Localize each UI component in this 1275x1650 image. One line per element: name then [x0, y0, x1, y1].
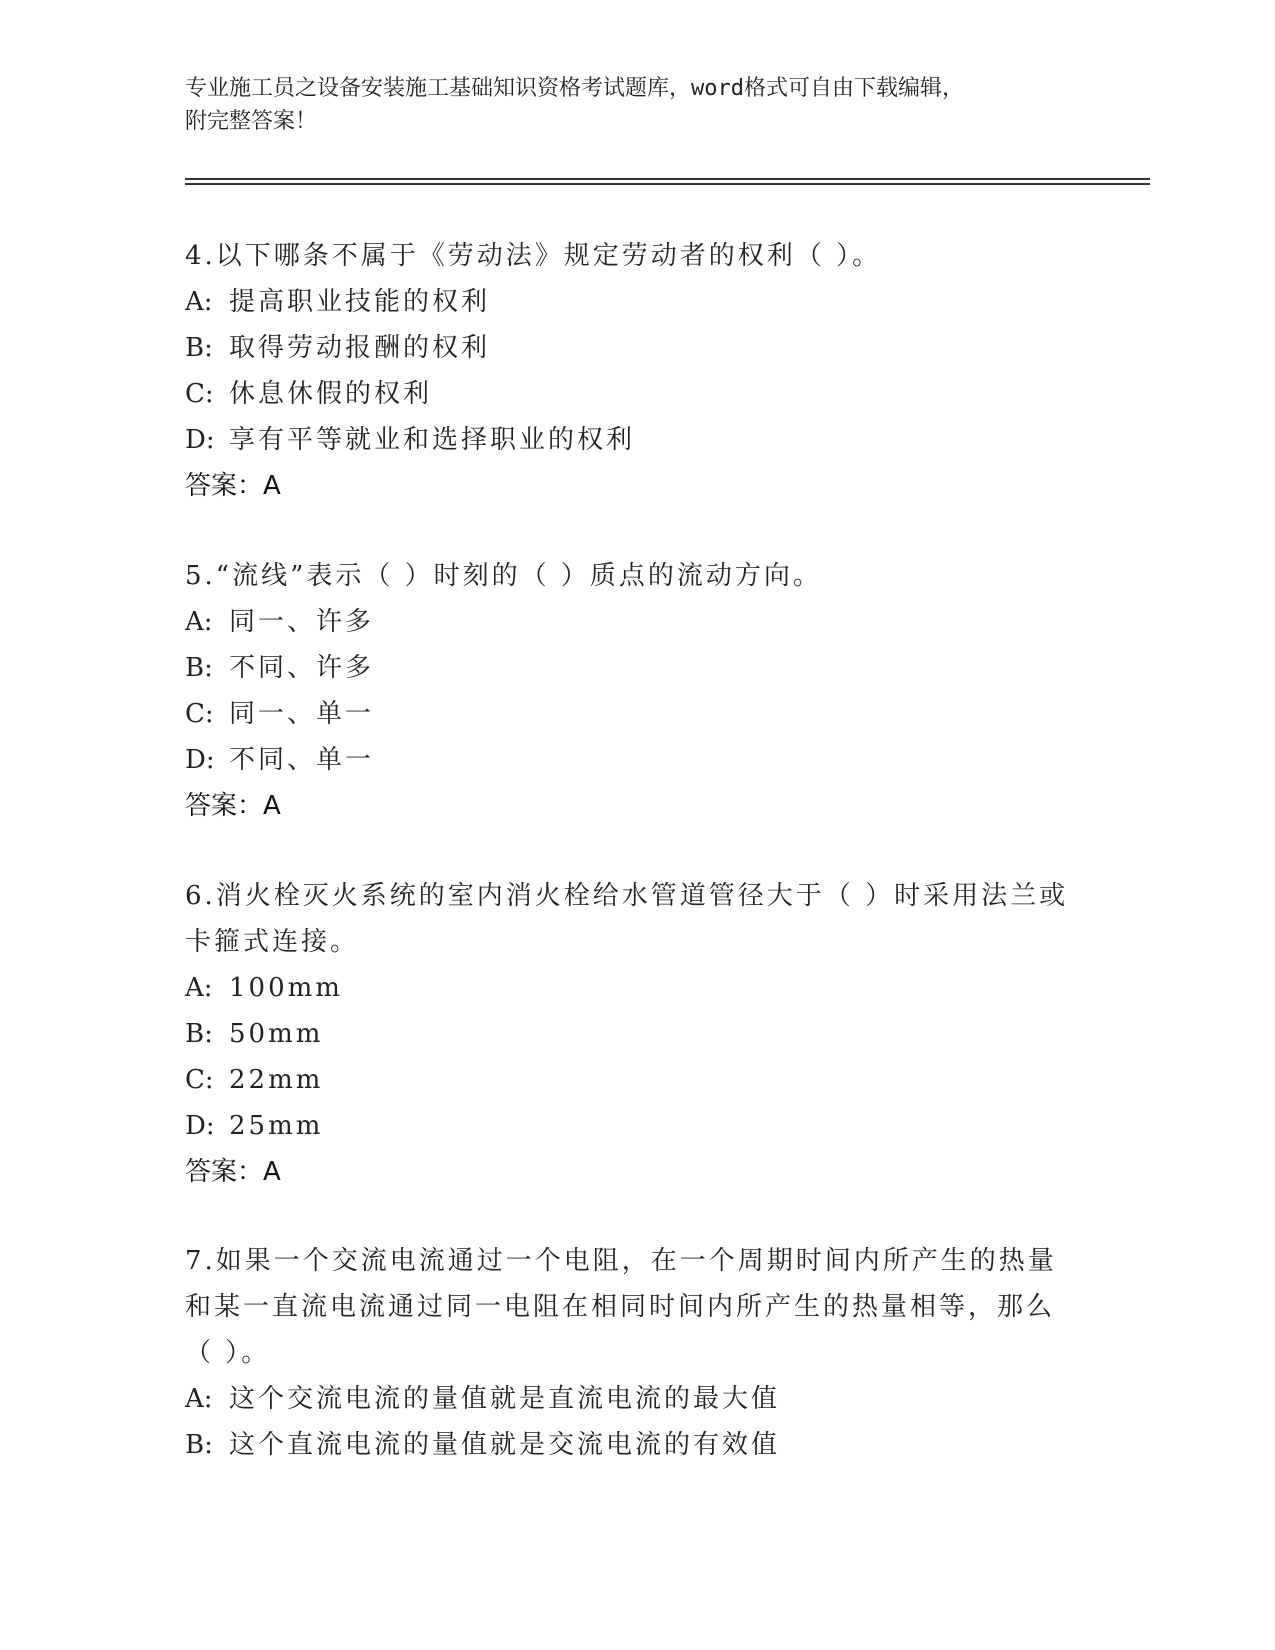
option-a: [185, 279, 1085, 325]
question-text: 4.以下哪条不属于《劳动法》规定劳动者的权利（ ）。: [185, 241, 882, 271]
option-letter: C:: [185, 1065, 214, 1095]
option-text: 不同、许多: [229, 653, 375, 683]
question-text-line-2: 卡箍式连接。: [185, 927, 360, 957]
header-rule-bottom: [185, 183, 1150, 185]
header-rule-top: [185, 178, 1150, 180]
option-c: [185, 1057, 1085, 1103]
answer-label: 答案：A: [185, 1157, 281, 1187]
question-6: [185, 873, 1085, 1195]
option-letter: C:: [185, 379, 214, 409]
option-letter: B:: [185, 1019, 213, 1049]
option-text: 取得劳动报酬的权利: [229, 333, 491, 363]
option-text: 休息休假的权利: [229, 379, 433, 409]
option-a: [185, 599, 1085, 645]
question-5: [185, 553, 1085, 829]
option-text: 提高职业技能的权利: [229, 287, 491, 317]
option-letter: D:: [185, 745, 215, 775]
option-b: [185, 1011, 1085, 1057]
option-c: [185, 371, 1085, 417]
option-b: [185, 645, 1085, 691]
question-text-line-1: 6.消火栓灭火系统的室内消火栓给水管道管径大于（ ）时采用法兰或: [185, 881, 1069, 911]
option-text: 不同、单一: [229, 745, 375, 775]
option-text: 这个直流电流的量值就是交流电流的有效值: [229, 1430, 781, 1460]
option-letter: B:: [185, 1430, 213, 1460]
option-text: 同一、单一: [229, 699, 375, 729]
option-letter: A:: [185, 607, 213, 637]
option-d: [185, 737, 1085, 783]
option-d: [185, 417, 1085, 463]
option-a: [185, 965, 1085, 1011]
option-text: 22mm: [229, 1065, 324, 1095]
option-letter: D:: [185, 425, 215, 455]
option-text: 享有平等就业和选择职业的权利: [229, 425, 636, 455]
header-line-2: 附完整答案！: [185, 109, 318, 134]
question-text-line-3: （ ）。: [185, 1338, 271, 1368]
question-7: [185, 1238, 1085, 1468]
option-letter: D:: [185, 1111, 215, 1141]
option-text: 同一、许多: [229, 607, 375, 637]
answer-label: 答案：A: [185, 791, 281, 821]
option-d: [185, 1103, 1085, 1149]
question-text-line-2: 和某一直流电流通过同一电阻在相同时间内所产生的热量相等，那么: [185, 1292, 1056, 1322]
header-line-1: 专业施工员之设备安装施工基础知识资格考试题库，word格式可自由下载编辑，: [185, 76, 964, 101]
document-header: [185, 72, 1065, 138]
question-text: 5.“流线”表示（ ）时刻的（ ）质点的流动方向。: [185, 561, 822, 591]
option-text: 50mm: [229, 1019, 324, 1049]
option-text: 100mm: [229, 973, 343, 1003]
option-text: 这个交流电流的量值就是直流电流的最大值: [229, 1384, 781, 1414]
option-letter: B:: [185, 653, 213, 683]
option-a: [185, 1376, 1085, 1422]
option-letter: A:: [185, 1384, 213, 1414]
option-letter: A:: [185, 287, 213, 317]
option-text: 25mm: [229, 1111, 324, 1141]
option-letter: C:: [185, 699, 214, 729]
option-c: [185, 691, 1085, 737]
option-b: [185, 325, 1085, 371]
question-4: [185, 233, 1085, 509]
option-b: [185, 1422, 1085, 1468]
option-letter: B:: [185, 333, 213, 363]
question-text-line-1: 7.如果一个交流电流通过一个电阻，在一个周期时间内所产生的热量: [185, 1246, 1057, 1276]
answer-label: 答案：A: [185, 471, 281, 501]
option-letter: A:: [185, 973, 213, 1003]
